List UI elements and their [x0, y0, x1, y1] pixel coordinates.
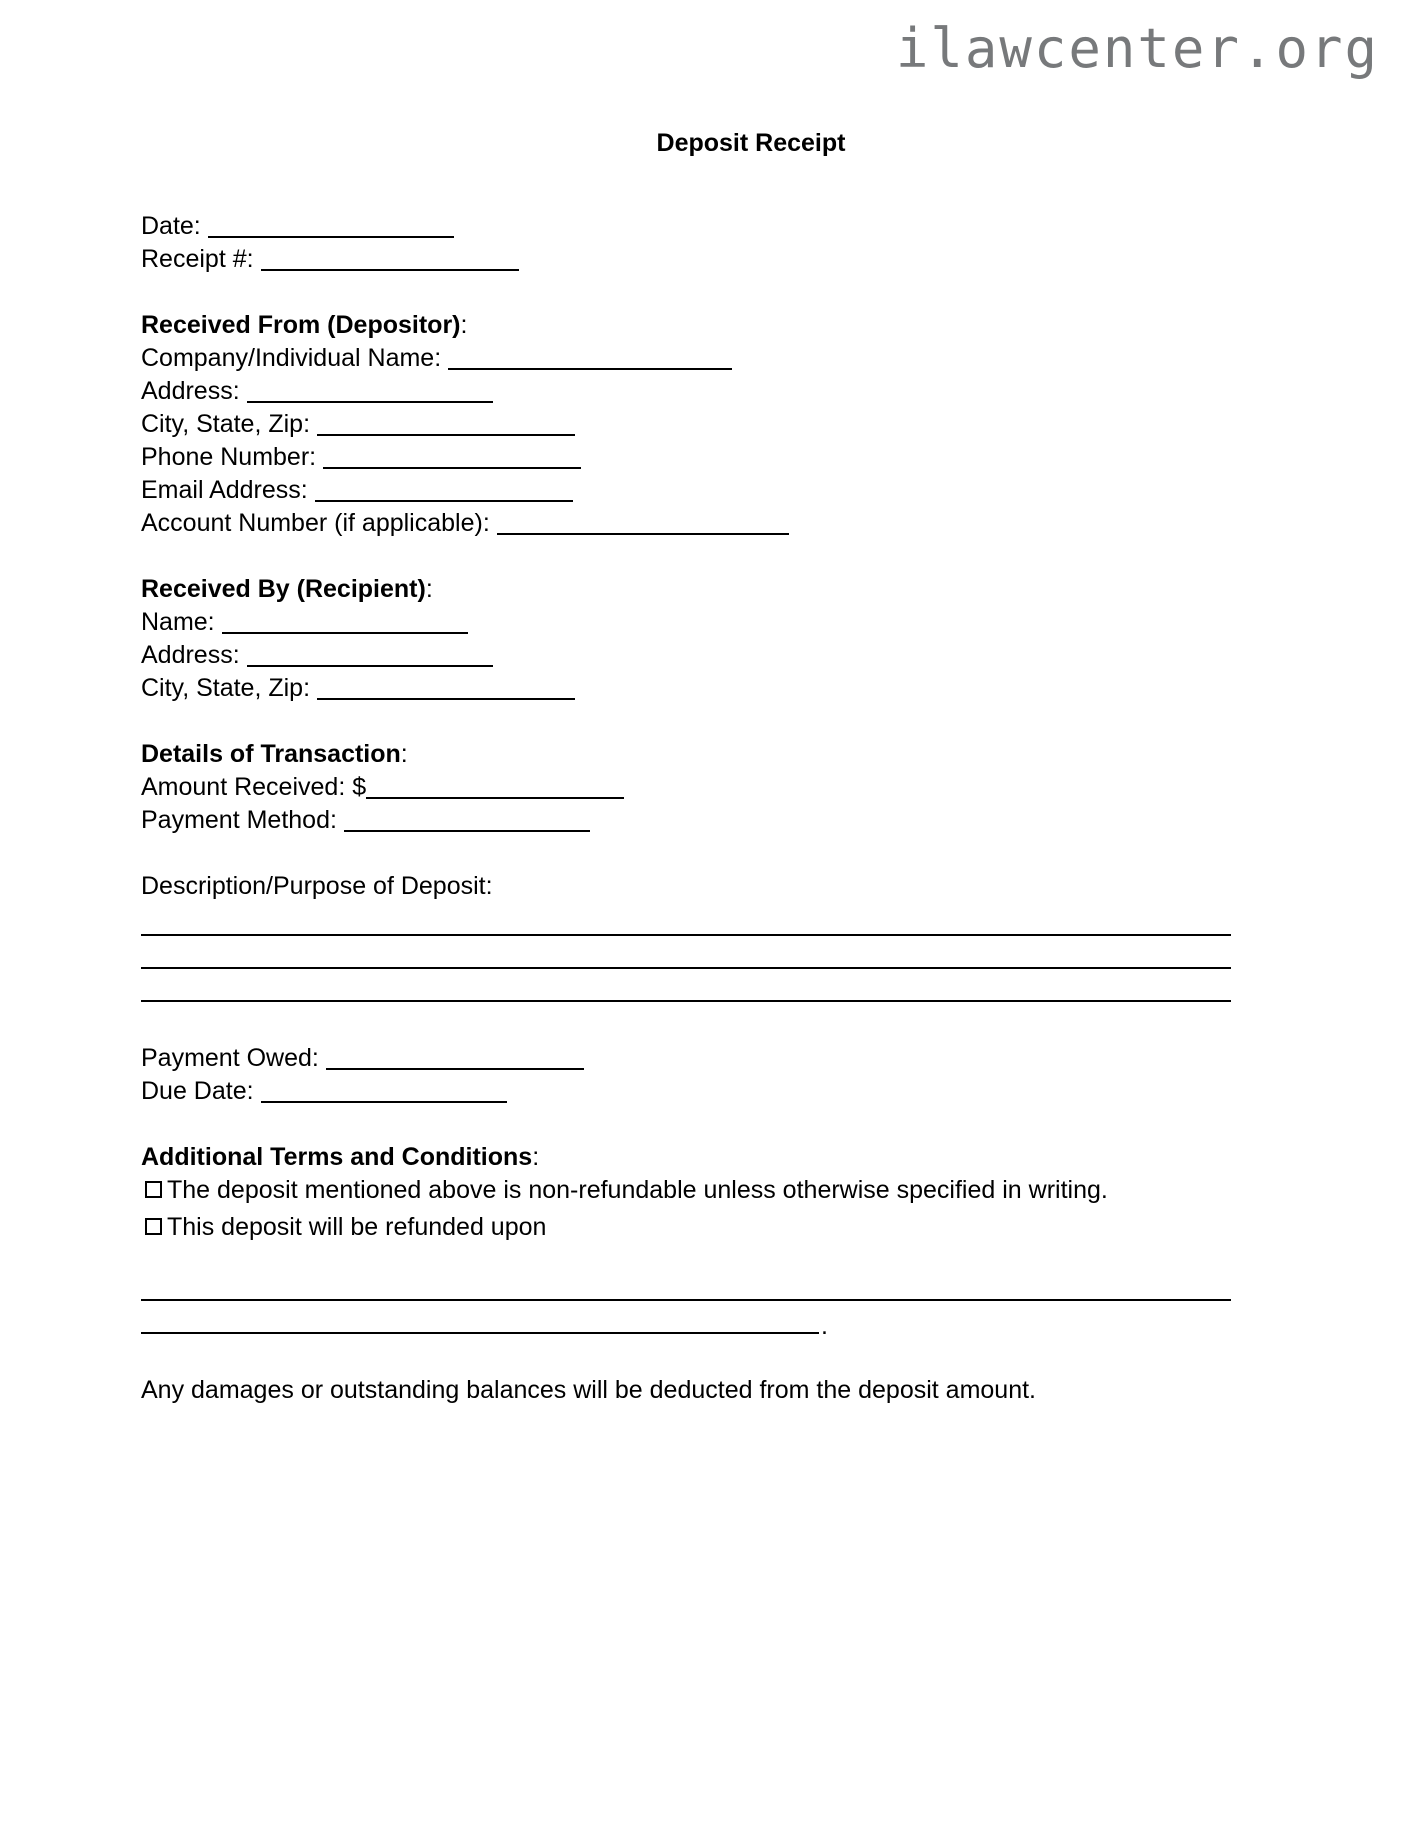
spacer: [141, 837, 1231, 870]
terms-item-label: This deposit will be refunded upon: [167, 1213, 547, 1241]
description-write-in-row: [141, 903, 1231, 936]
field-depositor-email-input[interactable]: [315, 500, 573, 502]
field-amount-received-label: Amount Received: $: [141, 773, 367, 801]
field-depositor-phone: [141, 441, 1231, 474]
section-heading-recipient-colon: :: [425, 575, 433, 603]
field-depositor-city-state-zip: [141, 408, 1231, 441]
spacer: [141, 1108, 1231, 1141]
description-write-in-line-1[interactable]: [141, 934, 1231, 936]
field-date-label: Date:: [141, 212, 201, 240]
field-due-date-label: Due Date:: [141, 1077, 254, 1105]
page-title: Deposit Receipt: [656, 129, 846, 157]
terms-item[interactable]: [141, 1211, 1231, 1244]
terms-write-in-row: [141, 1268, 1231, 1301]
field-depositor-city-state-zip-label: City, State, Zip:: [141, 410, 311, 438]
terms-item-label: The deposit mentioned above is non-refundable unless otherwise specified in writing.: [167, 1176, 1108, 1204]
field-recipient-address-input[interactable]: [247, 665, 493, 667]
field-payment-method-label: Payment Method:: [141, 806, 337, 834]
field-due-date: [141, 1075, 1231, 1108]
site-watermark: ilawcenter.org: [895, 17, 1379, 80]
section-heading-terms: [141, 1141, 1231, 1174]
spacer: [141, 705, 1231, 738]
field-depositor-phone-input[interactable]: [323, 467, 581, 469]
spacer: [141, 540, 1231, 573]
field-depositor-company: [141, 342, 1231, 375]
terms-write-in-row: [141, 1301, 1231, 1340]
section-heading-depositor-colon: :: [460, 311, 468, 339]
field-depositor-account-number-input[interactable]: [497, 533, 789, 535]
field-recipient-address: [141, 639, 1231, 672]
unchecked-checkbox-icon[interactable]: [145, 1181, 162, 1198]
spacer: [141, 1248, 1231, 1268]
section-heading-recipient-text: Received By (Recipient): [141, 575, 426, 603]
field-payment-owed-label: Payment Owed:: [141, 1044, 319, 1072]
field-depositor-email-label: Email Address:: [141, 476, 308, 504]
unchecked-checkbox-icon[interactable]: [145, 1218, 162, 1235]
field-recipient-name: [141, 606, 1231, 639]
spacer: [141, 276, 1231, 309]
field-amount-received: [141, 771, 1231, 804]
description-write-in-row: [141, 936, 1231, 969]
field-due-date-input[interactable]: [261, 1101, 507, 1103]
field-depositor-address-label: Address:: [141, 377, 240, 405]
terms-write-in-line-1[interactable]: [141, 1299, 1231, 1301]
field-depositor-city-state-zip-input[interactable]: [317, 434, 575, 436]
section-heading-transaction: [141, 738, 1231, 771]
field-receipt-number-label: Receipt #:: [141, 245, 254, 273]
field-payment-method-input[interactable]: [344, 830, 590, 832]
field-recipient-address-label: Address:: [141, 641, 240, 669]
section-heading-terms-colon: :: [532, 1143, 540, 1171]
section-heading-recipient: [141, 573, 1231, 606]
field-date-input[interactable]: [208, 236, 454, 238]
terms-item[interactable]: [141, 1174, 1231, 1207]
field-receipt-number-input[interactable]: [261, 269, 519, 271]
field-depositor-address-input[interactable]: [247, 401, 493, 403]
description-write-in-row: [141, 969, 1231, 1002]
field-recipient-city-state-zip-input[interactable]: [317, 698, 575, 700]
field-depositor-email: [141, 474, 1231, 507]
section-heading-terms-text: Additional Terms and Conditions: [141, 1143, 533, 1171]
section-heading-transaction-colon: :: [400, 740, 408, 768]
field-amount-received-input[interactable]: [366, 797, 624, 799]
description-write-in-line-2[interactable]: [141, 967, 1231, 969]
section-heading-depositor-text: Received From (Depositor): [141, 311, 461, 339]
field-recipient-name-label: Name:: [141, 608, 215, 636]
terms-write-in-line-2[interactable]: [141, 1332, 819, 1334]
field-depositor-company-label: Company/Individual Name:: [141, 344, 442, 372]
description-write-in-line-3[interactable]: [141, 1000, 1231, 1002]
spacer: [141, 1334, 1231, 1374]
field-depositor-account-number: [141, 507, 1231, 540]
field-receipt-number: [141, 243, 1231, 276]
field-depositor-address: [141, 375, 1231, 408]
field-payment-owed-input[interactable]: [326, 1068, 584, 1070]
field-date: [141, 210, 1231, 243]
field-recipient-city-state-zip-label: City, State, Zip:: [141, 674, 311, 702]
field-depositor-phone-label: Phone Number:: [141, 443, 317, 471]
field-payment-owed: [141, 1042, 1231, 1075]
spacer: [141, 1002, 1231, 1042]
field-depositor-account-number-label: Account Number (if applicable):: [141, 509, 490, 537]
field-recipient-city-state-zip: [141, 672, 1231, 705]
section-heading-transaction-text: Details of Transaction: [141, 740, 401, 768]
terms-write-in-period: .: [821, 1312, 828, 1340]
description-label: Description/Purpose of Deposit:: [141, 872, 493, 900]
field-depositor-company-input[interactable]: [448, 368, 732, 370]
closing-note: Any damages or outstanding balances will be deducted from the deposit amount.: [141, 1376, 1036, 1404]
section-heading-depositor: [141, 309, 1231, 342]
field-payment-method: [141, 804, 1231, 837]
deposit-receipt-form: [141, 128, 1231, 1407]
field-recipient-name-input[interactable]: [222, 632, 468, 634]
